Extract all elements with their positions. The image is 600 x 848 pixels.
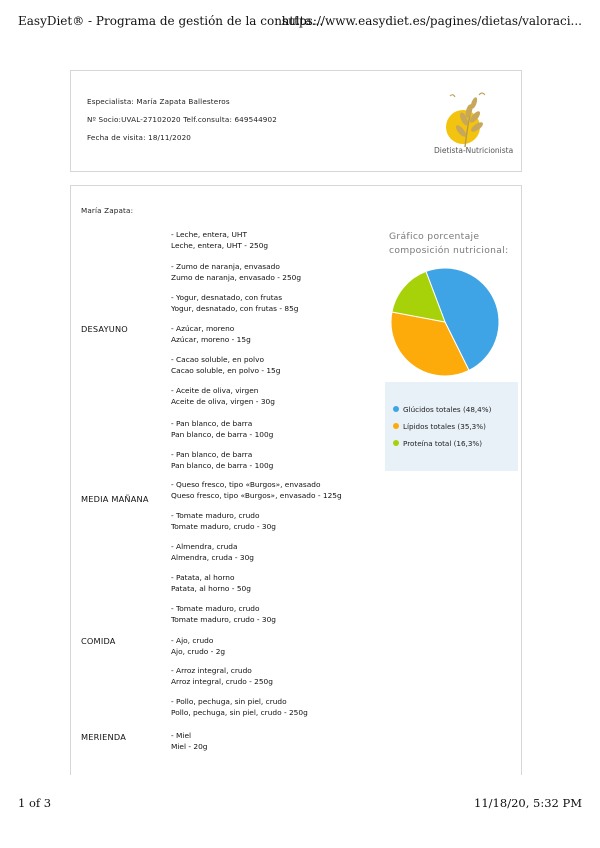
patient-name: María Zapata: [81,206,134,215]
meal-label-merienda: MERIENDA [81,732,126,742]
food-item [171,666,273,687]
print-datetime: 11/18/20, 5:32 PM [474,796,582,810]
food-item [171,386,275,407]
legend-item-glucidos [393,405,491,414]
food-item [171,573,251,594]
food-item [171,542,254,563]
food-item [171,419,273,440]
food-item-title: - Patata, al horno [171,573,235,582]
food-item-quantity: Queso fresco, tipo «Burgos», envasado - 125g [171,490,342,500]
food-item-quantity: Tomate maduro, crudo - 30g [171,614,276,624]
member-info: Nº Socio:UVAL-27102020 Telf.consulta: 649544902 [87,115,277,124]
chart-title-line1: Gráfico porcentaje [389,231,480,242]
food-item-title: - Azúcar, moreno [171,324,235,333]
food-item-quantity: Pollo, pechuga, sin piel, crudo - 250g [171,707,308,717]
food-item-title: - Ajo, crudo [171,636,214,645]
food-item-title: - Almendra, cruda [171,542,238,551]
browser-page-title: EasyDiet® - Programa de gestión de la consulta... [18,14,324,28]
food-item [171,262,301,283]
legend-dot [393,423,399,429]
food-item-title: - Yogur, desnatado, con frutas [171,293,283,302]
food-item-quantity: Arroz integral, crudo - 250g [171,676,273,686]
food-item-quantity: Aceite de oliva, virgen - 30g [171,396,275,406]
food-item-title: - Aceite de oliva, virgen [171,386,259,395]
food-item-title: - Zumo de naranja, envasado [171,262,280,271]
food-item [171,230,268,251]
food-item-quantity: Almendra, cruda - 30g [171,552,254,562]
food-item-title: - Pan blanco, de barra [171,450,253,459]
legend-label: Glúcidos totales (48,4%) [403,405,492,414]
logo-caption: Dietista-Nutricionista [434,146,514,155]
food-item-quantity: Azúcar, moreno - 15g [171,334,251,344]
meal-label-desayuno: DESAYUNO [81,324,128,334]
food-item-quantity: Leche, entera, UHT - 250g [171,240,269,250]
visit-date: Fecha de visita: 18/11/2020 [87,133,192,142]
chart-title [389,230,519,258]
food-item-quantity: Miel - 20g [171,741,208,751]
food-item-title: - Tomate maduro, crudo [171,604,260,613]
food-item-quantity: Patata, al horno - 50g [171,583,251,593]
food-item [171,480,342,501]
food-item-quantity: Cacao soluble, en polvo - 15g [171,365,281,375]
food-item [171,697,308,718]
food-item [171,604,276,625]
food-item-title: - Leche, entera, UHT [171,230,247,239]
food-item [171,636,225,657]
legend-label: Proteína total (16,3%) [403,439,483,448]
food-item-quantity: Yogur, desnatado, con frutas - 85g [171,303,299,313]
specialist-header-card [70,70,522,172]
food-item-quantity: Zumo de naranja, envasado - 250g [171,272,302,282]
specialist-name: Especialista: María Zapata Ballesteros [87,97,230,106]
food-item [171,511,276,532]
chart-legend [385,382,518,471]
food-item-title: - Queso fresco, tipo «Burgos», envasado [171,480,321,489]
legend-label: Lípidos totales (35,3%) [403,422,486,431]
food-item [171,293,299,314]
food-item [171,355,280,376]
food-item-title: - Miel [171,731,192,740]
chart-title-line2: composición nutricional: [389,245,509,256]
food-item [171,731,208,752]
legend-item-proteina [393,439,482,448]
nutrition-pie-chart [389,266,501,378]
food-item-title: - Tomate maduro, crudo [171,511,260,520]
food-item-title: - Arroz integral, crudo [171,666,252,675]
food-item [171,450,273,471]
legend-item-lipidos [393,422,486,431]
food-item-title: - Pan blanco, de barra [171,419,253,428]
food-item-quantity: Tomate maduro, crudo - 30g [171,521,276,531]
food-item-quantity: Pan blanco, de barra - 100g [171,429,274,439]
food-item-title: - Cacao soluble, en polvo [171,355,265,364]
food-item-title: - Pollo, pechuga, sin piel, crudo [171,697,287,706]
browser-url[interactable]: https://www.easydiet.es/pagines/dietas/valoraci... [281,14,582,28]
legend-dot [393,406,399,412]
page-counter: 1 of 3 [18,796,52,810]
food-item-quantity: Pan blanco, de barra - 100g [171,460,274,470]
meal-label-media-manana: MEDIA MAÑANA [81,494,149,504]
food-item-quantity: Ajo, crudo - 2g [171,646,226,656]
food-item [171,324,251,345]
diet-plan-card [70,185,522,775]
meal-label-comida: COMIDA [81,636,116,646]
legend-dot [393,440,399,446]
